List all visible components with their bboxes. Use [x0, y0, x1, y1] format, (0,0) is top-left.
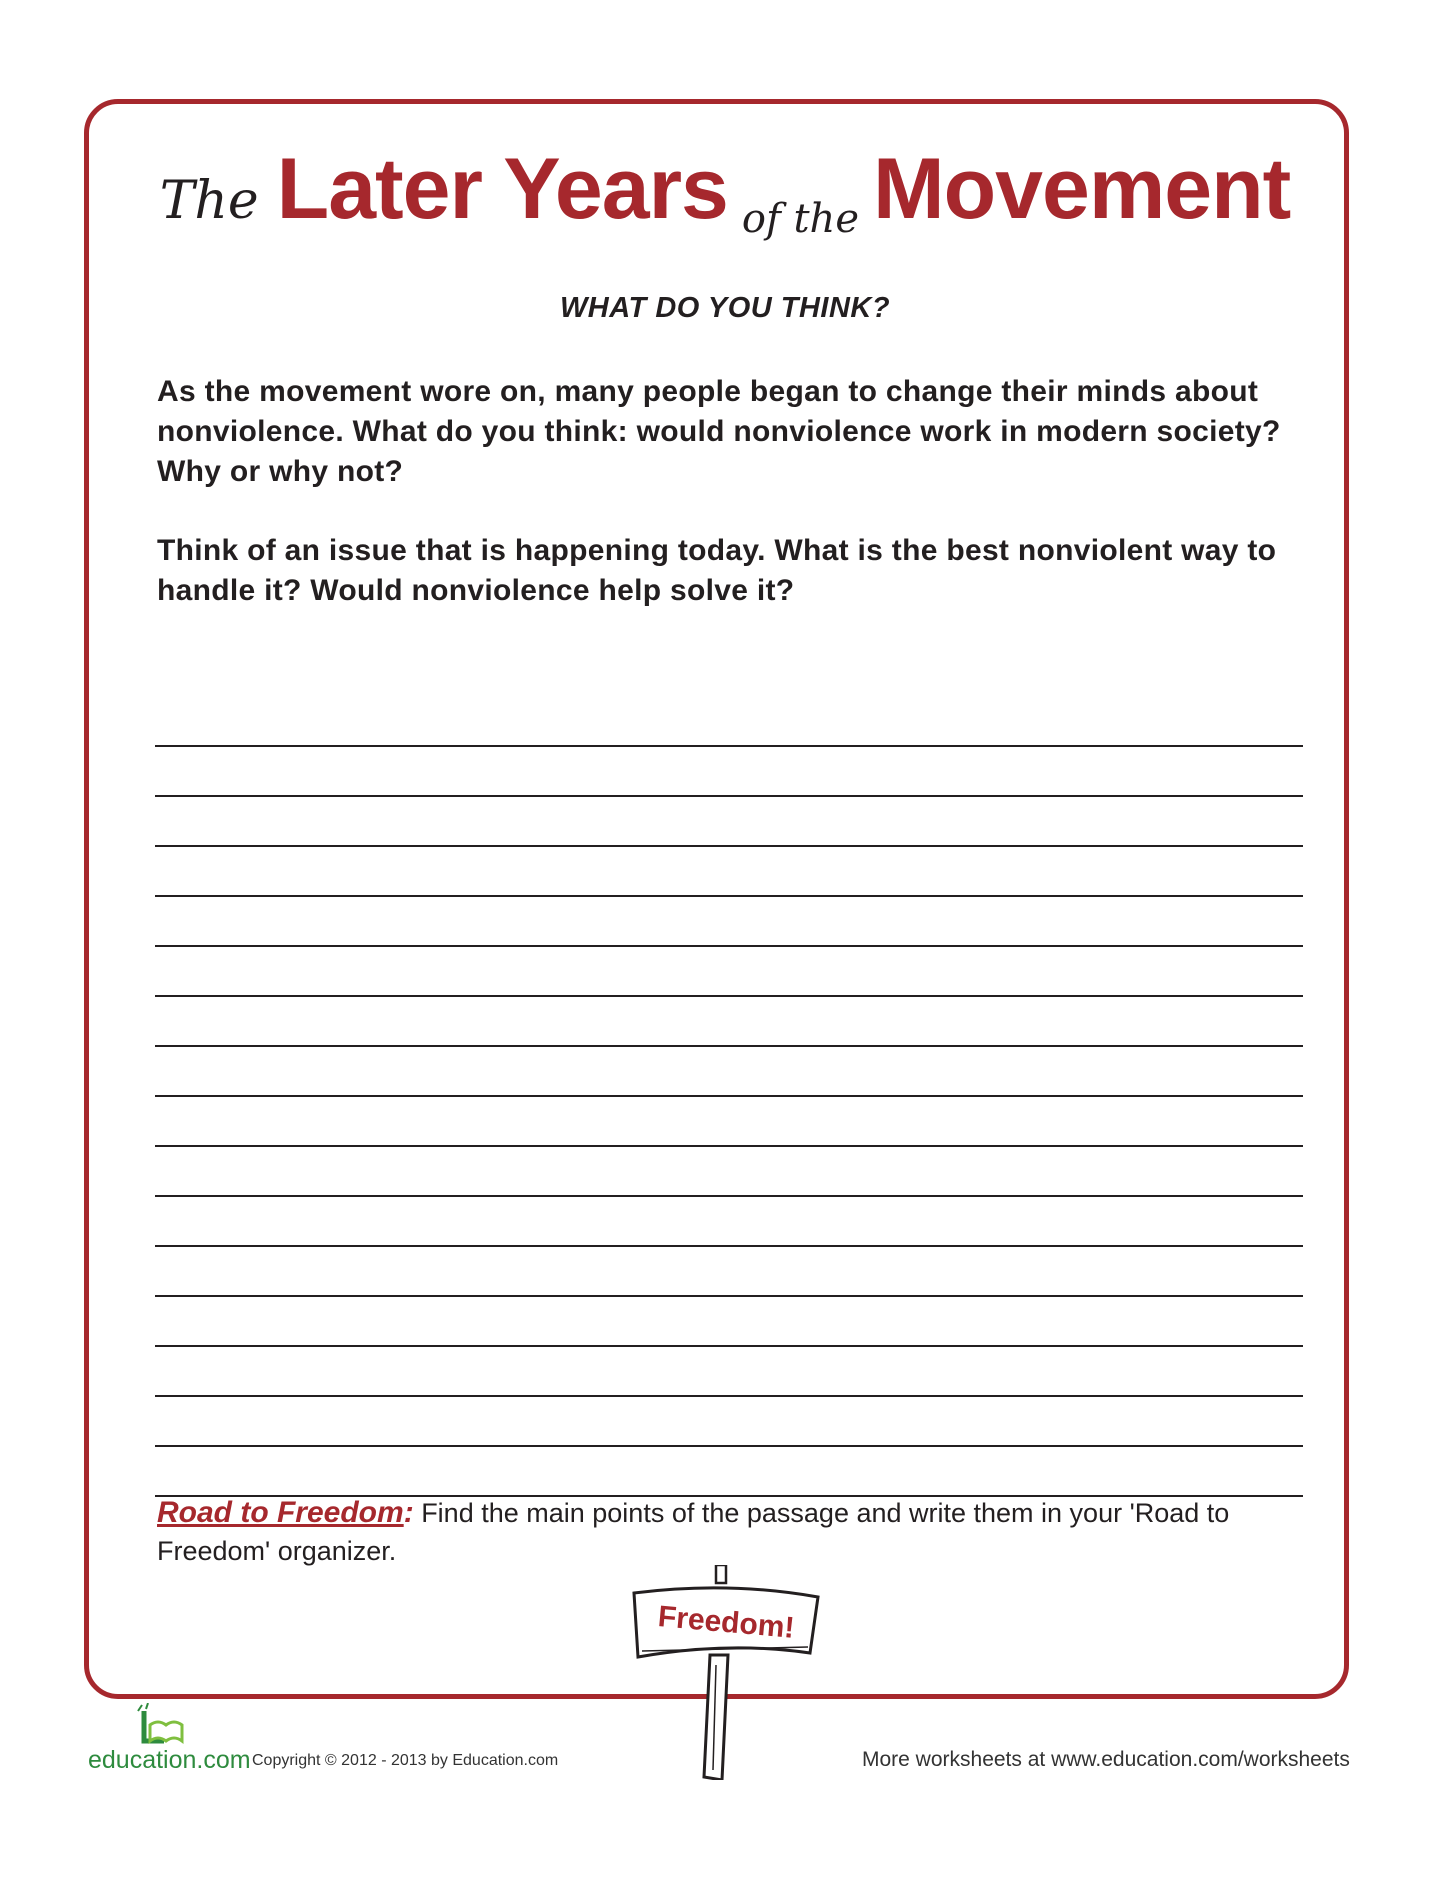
title-the: The: [159, 171, 259, 231]
writing-line[interactable]: [155, 1347, 1303, 1397]
writing-line[interactable]: [155, 1247, 1303, 1297]
road-to-freedom-colon: :: [403, 1496, 414, 1529]
writing-line[interactable]: [155, 847, 1303, 897]
title-of-the: of the: [741, 196, 859, 242]
prompt-paragraph-2: Think of an issue that is happening today. What is the best nonviolent way to handle it? Would nonviolence help solve it?: [157, 534, 1277, 607]
writing-line[interactable]: [155, 897, 1303, 947]
writing-line[interactable]: [155, 697, 1303, 747]
writing-line[interactable]: [155, 747, 1303, 797]
writing-line[interactable]: [155, 1047, 1303, 1097]
title-later-years: Later Years: [276, 141, 728, 237]
road-to-freedom-text: Find the main points of the passage and write them in your 'Road to Freedom' organizer.: [157, 1498, 1230, 1566]
copyright-text: Copyright © 2012 - 2013 by Education.com: [252, 1752, 559, 1769]
writing-line[interactable]: [155, 797, 1303, 847]
sign-text: Freedom!: [656, 1600, 796, 1645]
writing-line[interactable]: [155, 1097, 1303, 1147]
prompt-paragraph-1: As the movement wore on, many people began to change their minds about nonviolence. What do you think: would nonviolence work in modern society? Why or why not?: [157, 375, 1281, 488]
road-to-freedom-label: Road to Freedom: [157, 1496, 404, 1529]
more-worksheets-link[interactable]: More worksheets at www.education.com/worksheets: [862, 1748, 1350, 1771]
writing-line[interactable]: [155, 1197, 1303, 1247]
writing-line[interactable]: [155, 1297, 1303, 1347]
brand-name: education.com: [88, 1746, 251, 1774]
writing-line[interactable]: [155, 1447, 1303, 1497]
worksheet-title: [0, 140, 1450, 242]
writing-line[interactable]: [155, 947, 1303, 997]
freedom-sign-icon: [628, 1565, 828, 1780]
writing-line[interactable]: [155, 997, 1303, 1047]
title-movement: Movement: [872, 141, 1291, 237]
writing-line[interactable]: [155, 1397, 1303, 1447]
writing-lines[interactable]: [155, 697, 1303, 1497]
section-heading: WHAT DO YOU THINK?: [559, 292, 891, 324]
writing-line[interactable]: [155, 1147, 1303, 1197]
road-to-freedom-note: [157, 1494, 1307, 1570]
